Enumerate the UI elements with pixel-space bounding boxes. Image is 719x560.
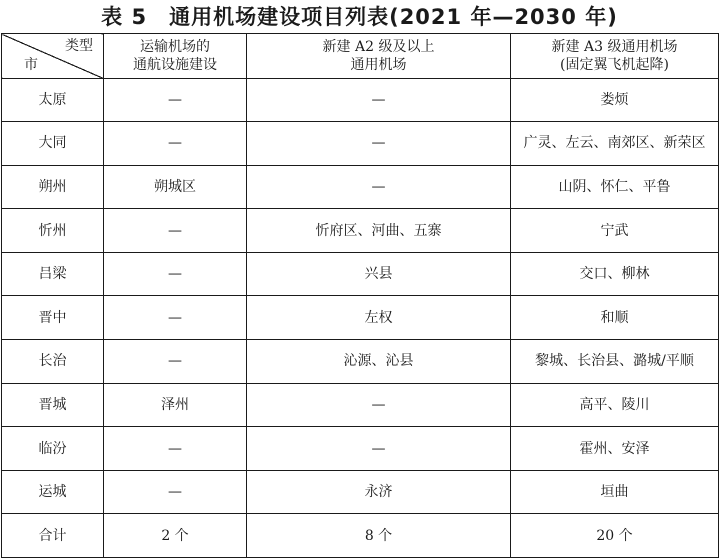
a2-airport-cell: — — [247, 383, 511, 427]
table-body — [2, 78, 719, 557]
header-corner-cell — [2, 34, 104, 79]
table-title: 表 5 通用机场建设项目列表(2021 年—2030 年) — [101, 5, 618, 29]
a3-airport-cell: 霍州、安泽 — [511, 427, 719, 471]
city-cell: 忻州 — [2, 209, 104, 253]
a3-airport-cell: 和顺 — [511, 296, 719, 340]
city-cell: 大同 — [2, 122, 104, 166]
table-row — [2, 78, 719, 122]
header-transport-airport: 运输机场的 通航设施建设 — [104, 34, 247, 79]
city-cell: 朔州 — [2, 165, 104, 209]
city-cell: 临汾 — [2, 427, 104, 471]
transport-airport-cell: 朔城区 — [104, 165, 247, 209]
transport-airport-cell: — — [104, 470, 247, 514]
a3-airport-cell: 宁武 — [511, 209, 719, 253]
a2-airport-cell: 忻府区、河曲、五寨 — [247, 209, 511, 253]
a2-airport-cell: 左权 — [247, 296, 511, 340]
transport-airport-cell: — — [104, 122, 247, 166]
transport-airport-cell: — — [104, 427, 247, 471]
city-cell: 运城 — [2, 470, 104, 514]
a3-airport-cell: 20 个 — [511, 514, 719, 558]
transport-airport-cell: — — [104, 209, 247, 253]
transport-airport-cell: — — [104, 296, 247, 340]
a2-airport-cell: 永济 — [247, 470, 511, 514]
city-cell: 吕梁 — [2, 252, 104, 296]
a3-airport-cell: 黎城、长治县、潞城/平顺 — [511, 340, 719, 384]
a3-airport-cell: 交口、柳林 — [511, 252, 719, 296]
header-a3-airport: 新建 A3 级通用机场 (固定翼飞机起降) — [511, 34, 719, 79]
table-row — [2, 383, 719, 427]
city-cell: 晋中 — [2, 296, 104, 340]
a2-airport-cell: 沁源、沁县 — [247, 340, 511, 384]
city-cell: 晋城 — [2, 383, 104, 427]
city-cell: 太原 — [2, 78, 104, 122]
table-row — [2, 470, 719, 514]
a2-airport-cell: — — [247, 165, 511, 209]
header-city-label: 市 — [24, 56, 38, 73]
table-row — [2, 427, 719, 471]
a3-airport-cell: 广灵、左云、南郊区、新荣区 — [511, 122, 719, 166]
a3-airport-cell: 高平、陵川 — [511, 383, 719, 427]
transport-airport-cell: — — [104, 78, 247, 122]
table-row — [2, 296, 719, 340]
transport-airport-cell: 泽州 — [104, 383, 247, 427]
a2-airport-cell: — — [247, 78, 511, 122]
a2-airport-cell: — — [247, 427, 511, 471]
a3-airport-cell: 娄烦 — [511, 78, 719, 122]
table-row — [2, 252, 719, 296]
airport-projects-table — [1, 33, 719, 558]
table-header-row — [2, 34, 719, 79]
a2-airport-cell: — — [247, 122, 511, 166]
table-row — [2, 514, 719, 558]
table-row — [2, 209, 719, 253]
header-a2-airport: 新建 A2 级及以上 通用机场 — [247, 34, 511, 79]
city-cell: 长治 — [2, 340, 104, 384]
a2-airport-cell: 8 个 — [247, 514, 511, 558]
transport-airport-cell: — — [104, 252, 247, 296]
header-type-label: 类型 — [65, 38, 93, 54]
transport-airport-cell: — — [104, 340, 247, 384]
table-row — [2, 340, 719, 384]
city-cell: 合计 — [2, 514, 104, 558]
table-row — [2, 165, 719, 209]
a3-airport-cell: 山阴、怀仁、平鲁 — [511, 165, 719, 209]
a3-airport-cell: 垣曲 — [511, 470, 719, 514]
a2-airport-cell: 兴县 — [247, 252, 511, 296]
table-row — [2, 122, 719, 166]
transport-airport-cell: 2 个 — [104, 514, 247, 558]
